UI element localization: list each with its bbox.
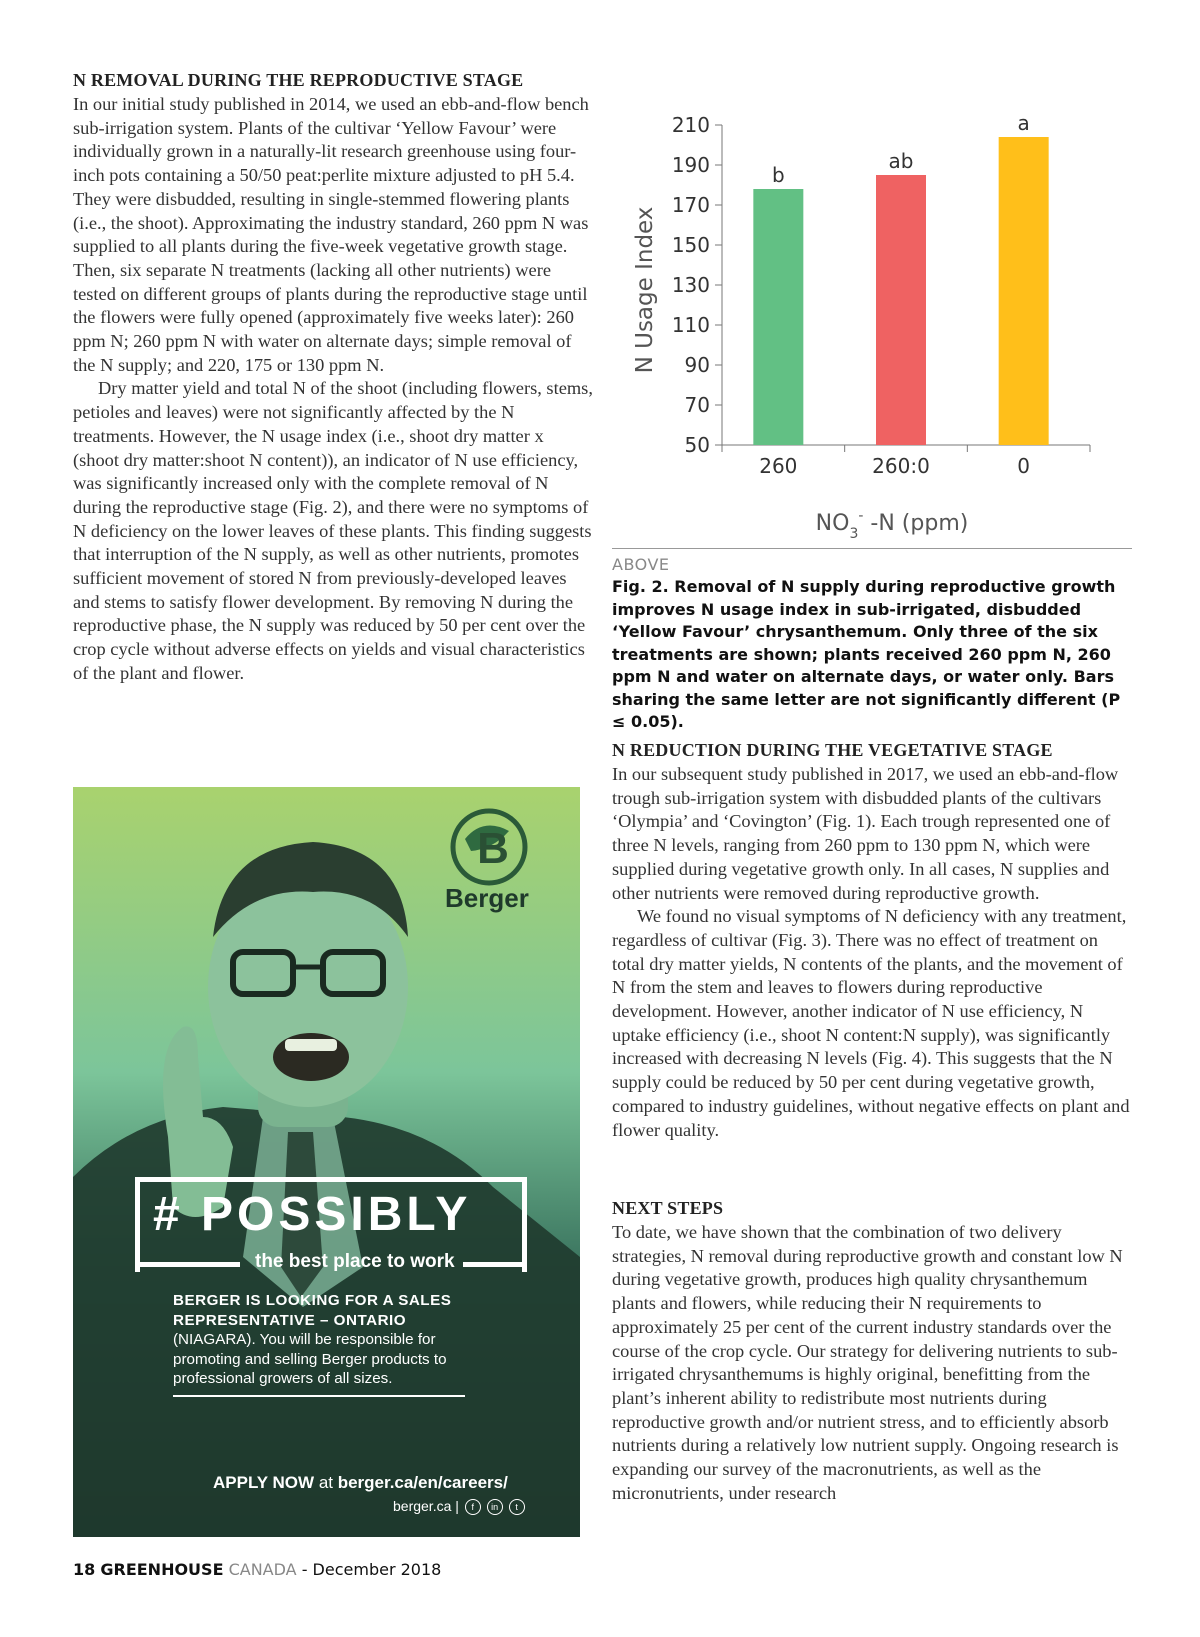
bar-1 <box>753 189 803 445</box>
apply-url[interactable]: berger.ca/en/careers/ <box>337 1473 508 1492</box>
caption-text: Fig. 2. Removal of N supply during reproductive growth improves N usage index in sub-irrigated, disbudded ‘Yellow Favour’ chrysanthemum. Only three of the six treatments are shown; plants received 260 ppm N, 260 ppm N and water on alternate days, or water only. Bars sharing the same letter are not significantly different (P ≤ 0.05). <box>612 577 1121 731</box>
n-usage-chart <box>612 100 1132 540</box>
bar-3 <box>999 137 1049 445</box>
page-number: 18 <box>73 1560 96 1579</box>
section-heading: N REDUCTION DURING THE VEGETATIVE STAGE <box>612 740 1053 760</box>
significance-letter: a <box>1017 111 1030 135</box>
caption-label: ABOVE <box>612 555 670 574</box>
figure-caption <box>612 548 1132 734</box>
body-paragraph: To date, we have shown that the combination of two delivery strategies, N removal during reproductive growth and constant low N during vegetative growth, produces high quality chrysanthemum plants and flowers, while reducing their N requirements to approximately 25 per cent of the current industry standards over the course of the crop cycle. Our strategy for delivering nutrients to sub-irrigated chrysanthemums is highly original, benefitting from the plant’s inherent ability to redistribute most nutrients during reproductive growth and/or nutrient stress, and to efficiently absorb nutrients during a relatively low nutrient supply. Ongoing research is expanding our survey of the macronutrients, as well as the micronutrients, under research <box>612 1222 1123 1503</box>
twitter-icon[interactable]: t <box>509 1499 525 1515</box>
headline-frame-bottom-left <box>135 1262 240 1267</box>
ad-site-row <box>393 1498 525 1515</box>
significance-letter: ab <box>888 149 914 173</box>
section-vegetative <box>612 740 1132 1142</box>
linkedin-icon[interactable]: in <box>487 1499 503 1515</box>
ad-body <box>173 1291 483 1389</box>
berger-logo: Berger <box>445 883 529 913</box>
x-tick-label: 0 <box>1017 454 1031 478</box>
ad-headline: # POSSIBLY <box>153 1188 472 1241</box>
site-link[interactable]: berger.ca <box>393 1498 452 1514</box>
section-next-steps <box>612 1198 1132 1505</box>
y-tick-label: 130 <box>671 273 710 297</box>
bar-2 <box>876 175 926 445</box>
ad-divider <box>173 1395 465 1397</box>
apply-link[interactable] <box>213 1473 508 1493</box>
ad-body-text: You will be responsible for promoting and selling Berger products to professional growers of all sizes. <box>173 1331 447 1387</box>
y-tick-label: 210 <box>671 113 710 137</box>
body-paragraph: Dry matter yield and total N of the shoot (including flowers, stems, petioles and leaves) were not significantly affected by the N treatments. However, the N usage index (i.e., shoot dry matter x (shoot dry matter:shoot N content)), an indicator of N use efficiency, was significantly increased only with the complete removal of N during the reproductive stage (Fig. 2), and there were no symptoms of N deficiency on the lower leaves of these plants. This finding suggests that interruption of the N supply, as well as other nutrients, promotes sufficient movement of stored N from previously-developed leaves and stems to satisfy flower development. By removing N during the reproductive phase, the N supply was reduced by 50 per cent over the crop cycle without adverse effects on yields and visual characteristics of the plant and flower. <box>73 378 593 683</box>
apply-now-label: APPLY NOW <box>213 1473 315 1492</box>
body-paragraph: In our initial study published in 2014, we used an ebb-and-flow bench sub-irrigation system. Plants of the cultivar ‘Yellow Favour’ were individually grown in a naturally-lit research greenhouse using four-inch pots containing a 50/50 peat:perlite mixture adjusted to pH 5.4. They were disbudded, resulting in single-stemmed flowering plants (i.e., the shoot). Approximating the industry standard, 260 ppm N was supplied to all plants during the five-week vegetative growth stage. Then, six separate N treatments (lacking all other nutrients) were tested on different groups of plants during the reproductive stage until the flowers were fully opened (approximately five weeks later): 260 ppm N; 260 ppm N with water on alternate days; simple removal of the N supply; and 220, 175 or 130 ppm N. <box>73 94 589 375</box>
ad-tagline: the best place to work <box>255 1251 455 1272</box>
body-paragraph: In our subsequent study published in 2017, we used an ebb-and-flow trough sub-irrigation system with disbudded plants of the cultivars ‘Olympia’ and ‘Covington’ (Fig. 1). Each trough represented one of three N levels, ranging from 260 ppm to 130 ppm N, which were supplied during vegetative growth only. In all cases, N supplies and other nutrients were removed during reproductive growth. <box>612 764 1119 903</box>
y-tick-label: 90 <box>684 353 710 377</box>
issue-date: - December 2018 <box>296 1560 442 1579</box>
y-tick-label: 50 <box>684 433 710 457</box>
y-axis-label: N Usage Index <box>632 206 658 374</box>
y-tick-label: 170 <box>671 193 710 217</box>
x-axis-label: $NO_3^-$ -N (ppm) <box>815 508 969 540</box>
site-separator: | <box>455 1498 459 1514</box>
berger-advertisement[interactable] <box>73 787 580 1537</box>
x-tick-label: 260:0 <box>872 454 930 478</box>
body-paragraph: We found no visual symptoms of N deficiency with any treatment, regardless of cultivar (Fig. 3). There was no effect of treatment on total dry matter yields, N contents of the plants, and the movement of N from the stem and leaves to flowers during reproductive development. However, another indicator of N use efficiency, N uptake efficiency (i.e., shoot N content:N supply), was significantly increased with decreasing N levels (Fig. 4). This suggests that the N supply could be reduced by 50 per cent during vegetative growth, compared to industry guidelines, without negative effects on plant and flower quality. <box>612 906 1130 1140</box>
ad-body-bold: BERGER IS LOOKING FOR A SALES REPRESENTATIVE – ONTARIO <box>173 1292 452 1329</box>
headline-frame-bottom-right <box>463 1262 522 1267</box>
y-tick-label: 150 <box>671 233 710 257</box>
svg-text:B: B <box>477 824 509 873</box>
caption-rule <box>612 548 1132 549</box>
apply-at: at <box>314 1473 338 1492</box>
y-tick-label: 110 <box>671 313 710 337</box>
section-heading: N REMOVAL DURING THE REPRODUCTIVE STAGE <box>73 70 524 90</box>
section-heading: NEXT STEPS <box>612 1198 724 1218</box>
significance-letter: b <box>771 163 785 187</box>
magazine-name-light: CANADA <box>228 1560 297 1579</box>
facebook-icon[interactable]: f <box>465 1499 481 1515</box>
y-tick-label: 190 <box>671 153 710 177</box>
page-footer <box>73 1560 441 1579</box>
left-column <box>73 70 593 686</box>
ad-body-region: (NIAGARA). <box>173 1331 256 1348</box>
x-tick-label: 260 <box>759 454 798 478</box>
y-tick-label: 70 <box>684 393 710 417</box>
magazine-name: GREENHOUSE <box>100 1560 224 1579</box>
